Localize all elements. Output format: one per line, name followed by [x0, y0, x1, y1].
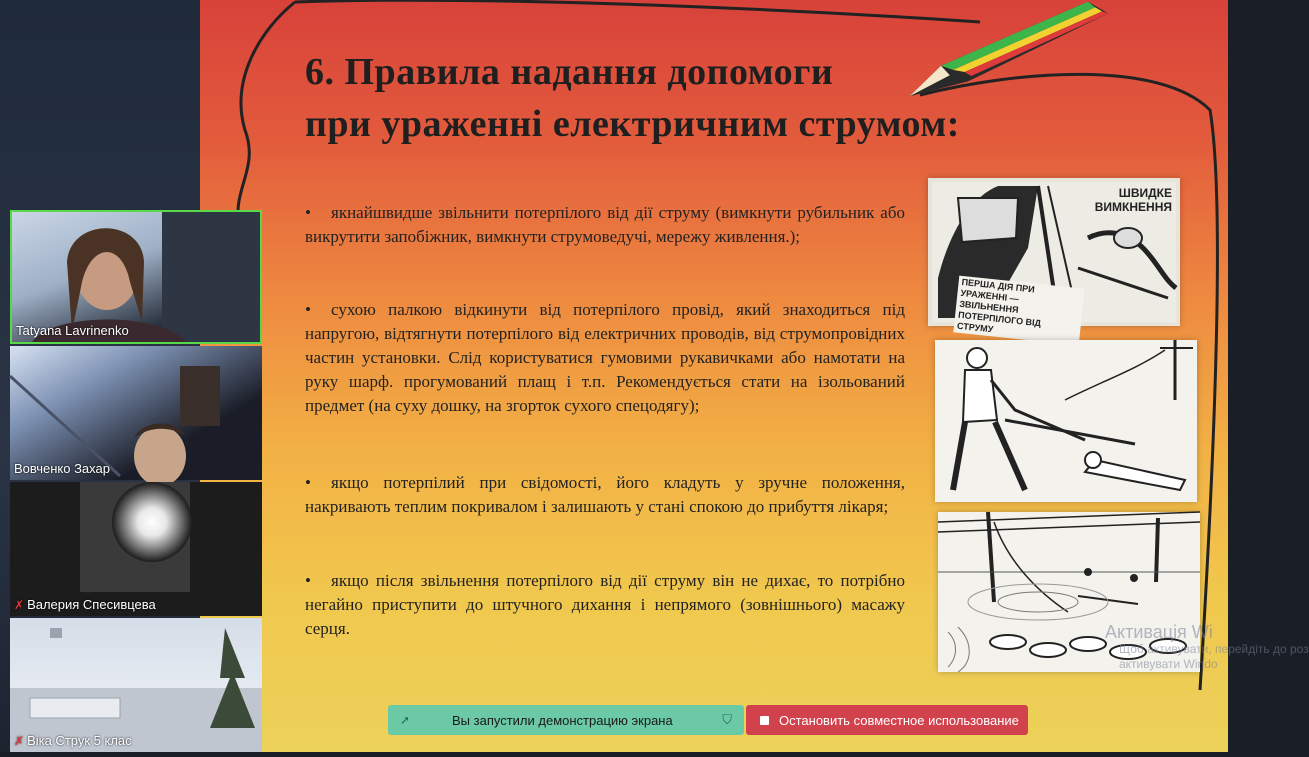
watermark-line3: активувати Windo — [1119, 657, 1218, 671]
participant-name-text: Tatyana Lavrinenko — [16, 323, 129, 338]
share-screen-icon: ➚ — [400, 713, 411, 727]
participant-video — [10, 618, 262, 752]
bullet-marker: • — [305, 300, 311, 319]
illustration-quick-shutdown — [928, 178, 1180, 335]
participant-tile[interactable] — [10, 618, 262, 752]
participant-video — [10, 482, 262, 616]
participant-tile[interactable] — [10, 210, 262, 344]
participant-tile[interactable] — [10, 482, 262, 616]
watermark-line2: Щоб активувати, перейдіть до роз — [1119, 642, 1309, 656]
bullet-item — [305, 201, 905, 249]
stop-sharing-button[interactable] — [746, 705, 1028, 735]
bullet-marker: • — [305, 571, 311, 590]
participant-name — [14, 461, 110, 476]
participant-name-text: Віка Струк 5 клас — [27, 733, 132, 748]
illustration-caption: ПЕРША ДІЯ ПРИ УРАЖЕННІ — ЗВІЛЬНЕННЯ ПОТЕРПІЛОГО ВІД СТРУМУ — [953, 276, 1084, 346]
bullet-text: якнайшвидше звільнити потерпілого від дії струму (вимкнути рубильник або викрутити запобіжник, вимкнути струмоведучі, мережу живлення.); — [305, 203, 905, 246]
microphone-muted-icon: ✗ — [14, 734, 25, 748]
bullet-marker: • — [305, 203, 311, 222]
bullet-text: якщо потерпілий при свідомості, його кладуть у зручне положення, накривають теплим покривалом і залишають у стані спокою до прибуття лікаря; — [305, 473, 905, 516]
participant-name — [16, 323, 129, 338]
screen-share-status — [388, 705, 744, 735]
screen-share-bar — [388, 705, 1028, 735]
share-status-text: Вы запустили демонстрацию экрана — [452, 712, 673, 728]
participant-name-text: Вовченко Захар — [14, 461, 110, 476]
slide-title-line1: 6. Правила надання допомоги — [305, 51, 834, 93]
bullet-marker: • — [305, 473, 311, 492]
slide-title-line2: при ураженні електричним струмом: — [305, 103, 960, 145]
windows-activation-watermark — [1105, 622, 1309, 672]
stop-sharing-label: Остановить совместное использование — [779, 712, 1019, 728]
watermark-line1: Активація Wi — [1105, 622, 1213, 642]
microphone-muted-icon: ✗ — [14, 598, 25, 612]
participant-name — [14, 733, 132, 748]
illustration-label: ШВИДКЕ ВИМКНЕННЯ — [1094, 186, 1172, 214]
remove-wire-drawing — [935, 340, 1197, 502]
participant-video — [10, 346, 262, 480]
presentation-slide — [200, 0, 1309, 752]
participant-name-text: Валерия Спесивцева — [27, 597, 156, 612]
illustration-remove-wire — [935, 340, 1197, 502]
bullet-text: сухою палкою відкинути від потерпілого провід, який знаходиться під напругою, відтягнути потерпілого від електричних проводів, від струмопровідних частин установки. Слід користуватися гумовими рукавичками або намотати на руку шарф. прогумований плащ і т.п. Рекомендується стати на ізольований предмет (на суху дошку, на згорток сухого спецодягу); — [305, 300, 905, 415]
bullet-item — [305, 471, 905, 519]
participant-name — [14, 597, 156, 612]
participant-tile[interactable] — [10, 346, 262, 480]
bullet-item — [305, 569, 905, 641]
bullet-item — [305, 298, 905, 418]
pencil-icon — [900, 0, 1114, 102]
shield-icon: ⛉ — [722, 712, 732, 727]
stop-icon — [760, 716, 769, 725]
bullet-text: якщо після звільнення потерпілого від дії струму він не дихає, то потрібно негайно приступити до штучного дихання і непрямого (зовнішнього) масажу серця. — [305, 571, 905, 638]
